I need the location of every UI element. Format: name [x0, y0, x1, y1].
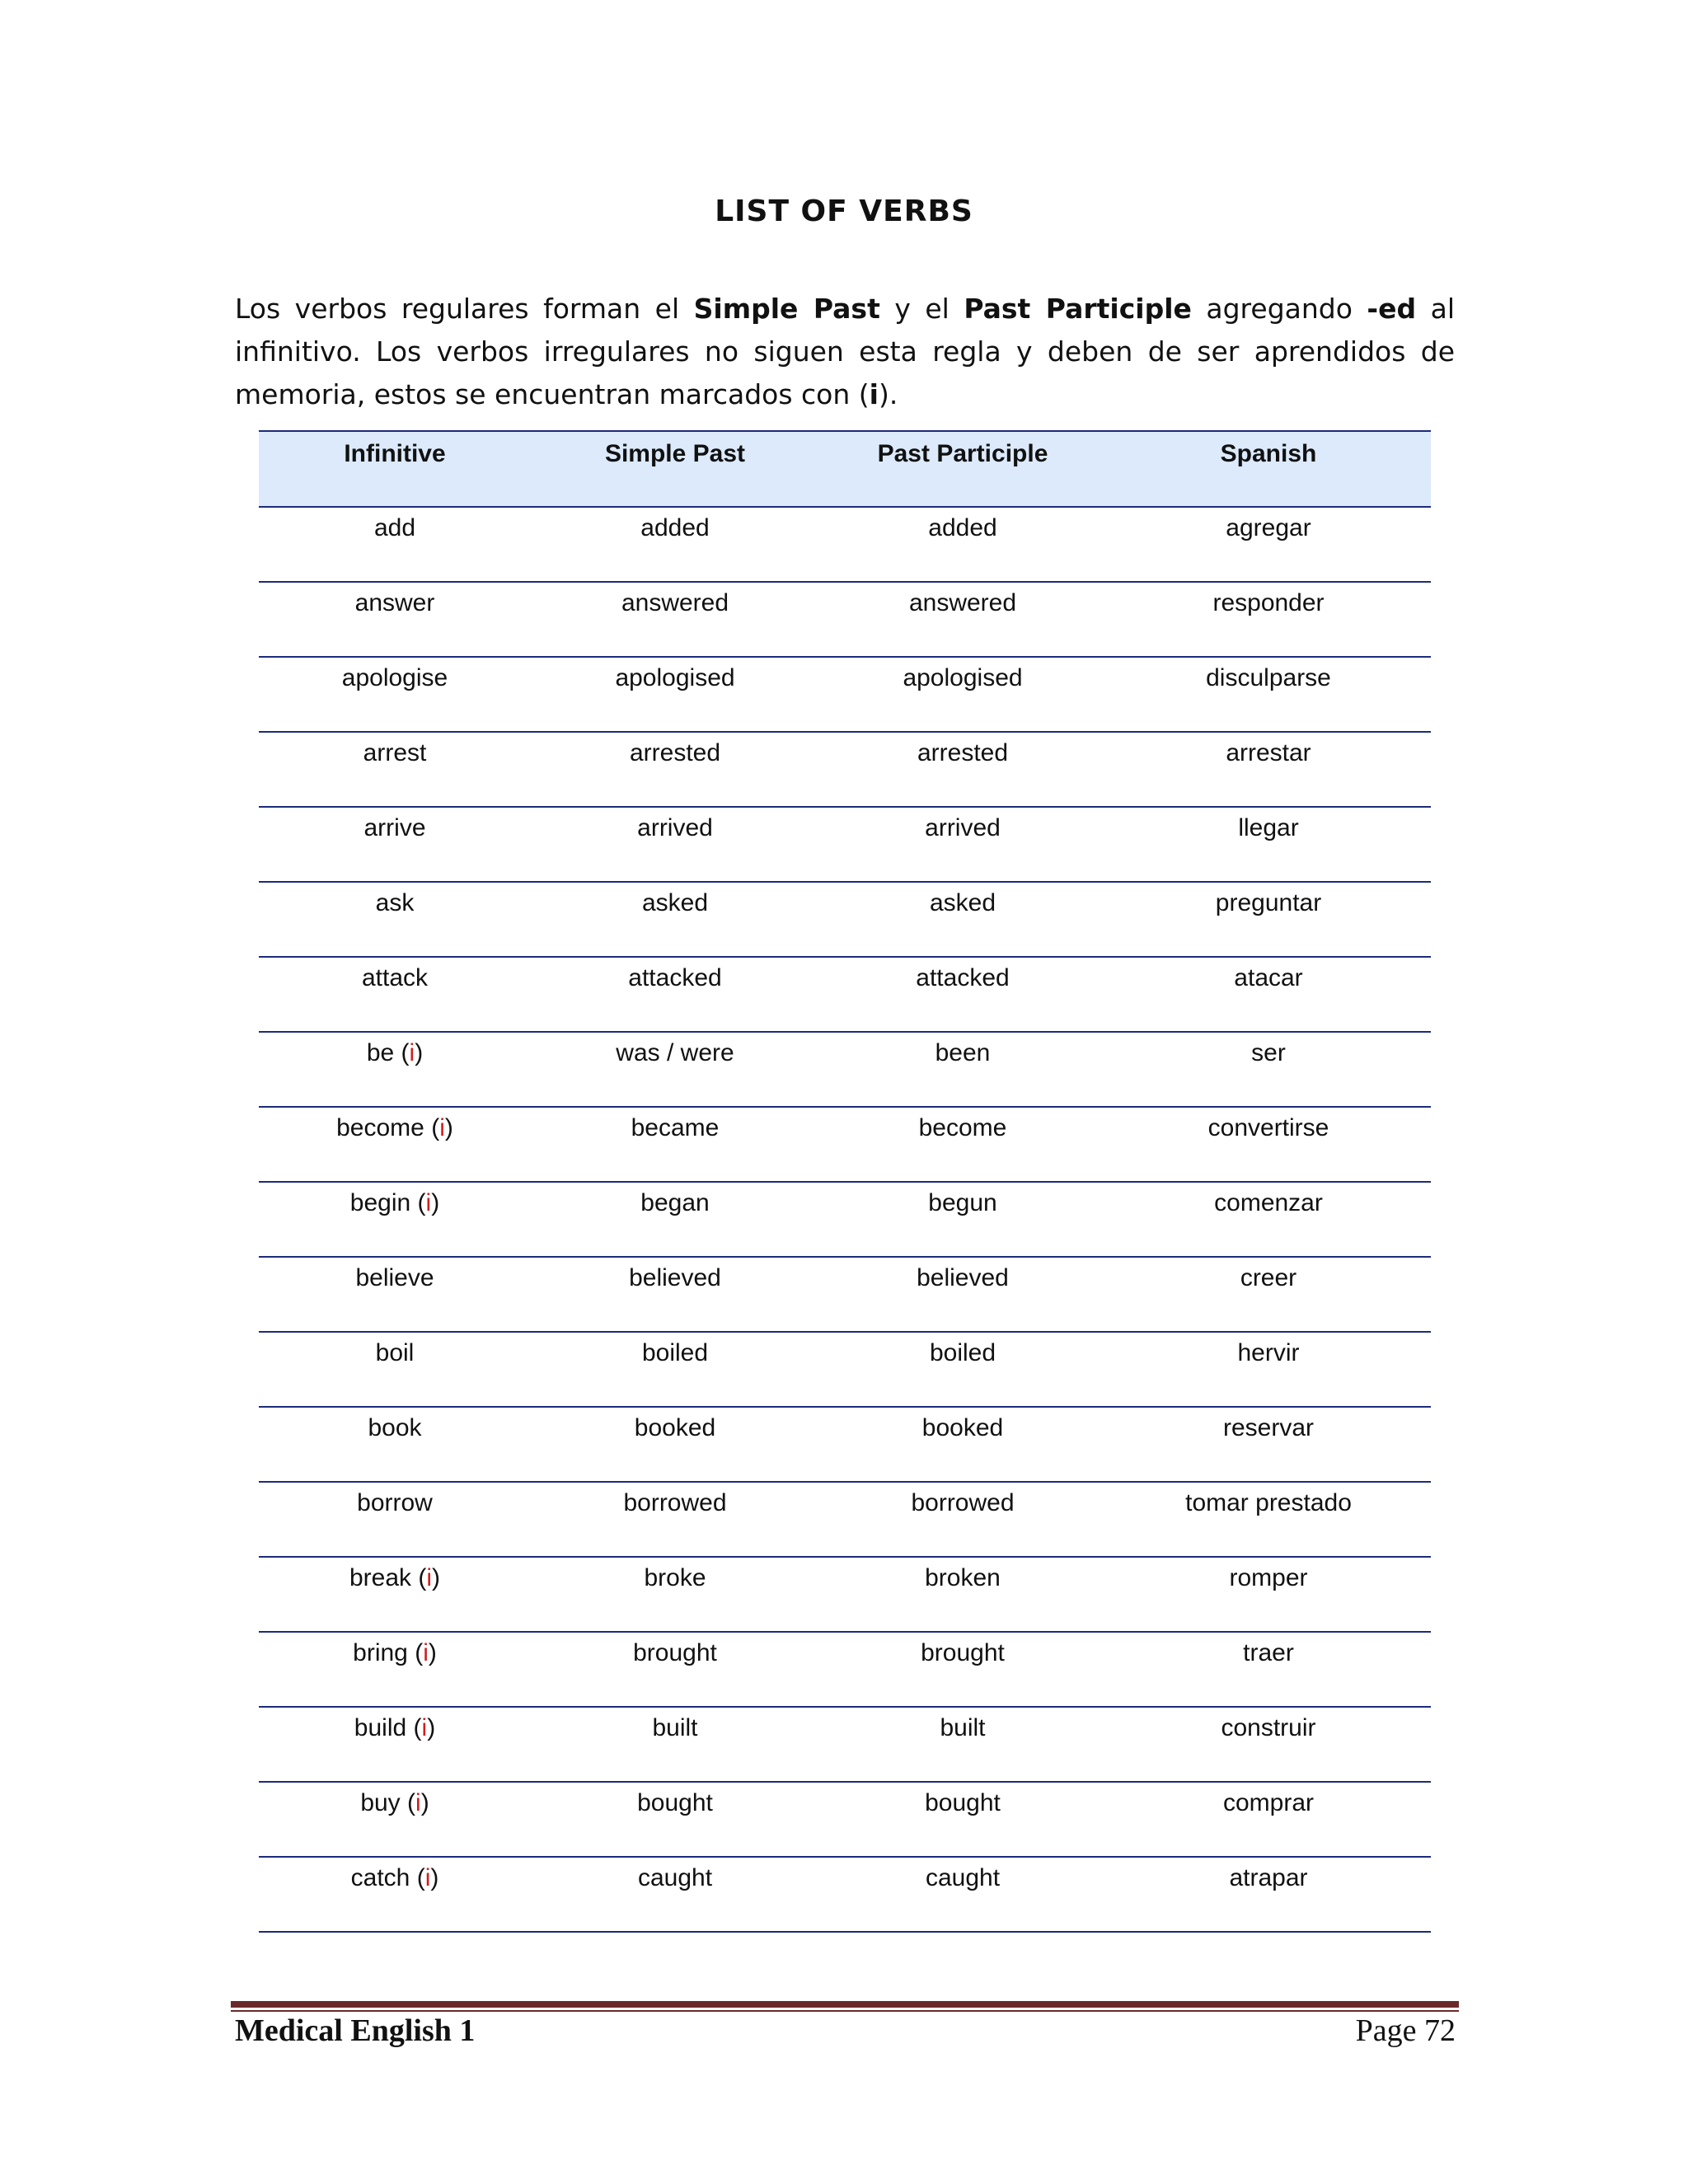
- infinitive-word: be: [366, 1039, 395, 1066]
- cell-past-participle: answered: [819, 582, 1106, 657]
- cell-simple-past: booked: [531, 1407, 819, 1482]
- intro-text-2: y el: [879, 293, 964, 325]
- infinitive-word: arrive: [363, 814, 426, 841]
- header-past-participle: Past Participle: [819, 431, 1106, 507]
- table-row: [259, 1557, 1431, 1632]
- cell-past-participle: become: [819, 1107, 1106, 1182]
- cell-infinitive: build (i): [259, 1707, 531, 1782]
- cell-simple-past: added: [531, 507, 819, 582]
- table-body: [259, 507, 1431, 1932]
- infinitive-word: add: [373, 514, 416, 541]
- infinitive-word: become: [336, 1114, 424, 1141]
- cell-infinitive: [259, 1407, 531, 1482]
- cell-infinitive: [259, 957, 531, 1032]
- cell-simple-past: caught: [531, 1857, 819, 1932]
- cell-spanish: responder: [1106, 582, 1431, 657]
- cell-simple-past: built: [531, 1707, 819, 1782]
- cell-spanish: comenzar: [1106, 1182, 1431, 1257]
- cell-infinitive: [259, 582, 531, 657]
- cell-past-participle: bought: [819, 1782, 1106, 1857]
- table-row: [259, 657, 1431, 732]
- cell-past-participle: asked: [819, 882, 1106, 957]
- cell-past-participle: booked: [819, 1407, 1106, 1482]
- cell-infinitive: [259, 507, 531, 582]
- cell-infinitive: catch (i): [259, 1857, 531, 1932]
- cell-past-participle: been: [819, 1032, 1106, 1107]
- cell-infinitive: bring (i): [259, 1632, 531, 1707]
- cell-simple-past: answered: [531, 582, 819, 657]
- infinitive-word: apologise: [341, 664, 448, 691]
- cell-simple-past: arrested: [531, 732, 819, 807]
- cell-spanish: convertirse: [1106, 1107, 1431, 1182]
- cell-infinitive: buy (i): [259, 1782, 531, 1857]
- infinitive-word: break: [349, 1564, 412, 1591]
- cell-simple-past: brought: [531, 1632, 819, 1707]
- cell-past-participle: attacked: [819, 957, 1106, 1032]
- table-row: [259, 1632, 1431, 1707]
- cell-infinitive: [259, 732, 531, 807]
- header-spanish: Spanish: [1106, 431, 1431, 507]
- table-row: [259, 1107, 1431, 1182]
- table-row: [259, 1032, 1431, 1107]
- cell-spanish: reservar: [1106, 1407, 1431, 1482]
- cell-past-participle: caught: [819, 1857, 1106, 1932]
- cell-spanish: hervir: [1106, 1332, 1431, 1407]
- infinitive-word: ask: [375, 889, 415, 916]
- infinitive-word: arrest: [363, 739, 427, 766]
- cell-spanish: arrestar: [1106, 732, 1431, 807]
- cell-simple-past: became: [531, 1107, 819, 1182]
- cell-past-participle: added: [819, 507, 1106, 582]
- irregular-mark: i: [409, 1039, 415, 1066]
- table-row: [259, 1707, 1431, 1782]
- intro-text-3: agregando: [1191, 293, 1367, 325]
- cell-past-participle: arrived: [819, 807, 1106, 882]
- cell-spanish: agregar: [1106, 507, 1431, 582]
- footer-page-number: Page 72: [1355, 2013, 1456, 2048]
- table-row: [259, 732, 1431, 807]
- cell-spanish: disculparse: [1106, 657, 1431, 732]
- table-row: [259, 1257, 1431, 1332]
- cell-past-participle: borrowed: [819, 1482, 1106, 1557]
- table-row: [259, 1332, 1431, 1407]
- cell-simple-past: borrowed: [531, 1482, 819, 1557]
- cell-past-participle: arrested: [819, 732, 1106, 807]
- infinitive-word: bring: [353, 1639, 408, 1666]
- cell-spanish: tomar prestado: [1106, 1482, 1431, 1557]
- cell-infinitive: become (i): [259, 1107, 531, 1182]
- intro-bold-ed: -ed: [1367, 293, 1417, 325]
- cell-past-participle: apologised: [819, 657, 1106, 732]
- cell-simple-past: believed: [531, 1257, 819, 1332]
- infinitive-word: begin: [349, 1189, 411, 1216]
- infinitive-word: borrow: [357, 1489, 433, 1516]
- irregular-mark: i: [425, 1189, 432, 1216]
- footer-divider-thin: [231, 2010, 1459, 2012]
- infinitive-word: boil: [375, 1339, 415, 1366]
- cell-past-participle: believed: [819, 1257, 1106, 1332]
- cell-spanish: creer: [1106, 1257, 1431, 1332]
- cell-past-participle: built: [819, 1707, 1106, 1782]
- intro-text-5: ).: [878, 378, 898, 410]
- table-row: [259, 582, 1431, 657]
- cell-simple-past: attacked: [531, 957, 819, 1032]
- cell-spanish: atacar: [1106, 957, 1431, 1032]
- cell-infinitive: [259, 1332, 531, 1407]
- infinitive-word: book: [368, 1414, 422, 1441]
- intro-bold-i: i: [869, 378, 879, 410]
- intro-paragraph: [235, 288, 1455, 416]
- irregular-mark: i: [439, 1114, 445, 1141]
- cell-infinitive: [259, 882, 531, 957]
- infinitive-word: build: [354, 1714, 407, 1741]
- irregular-mark: i: [424, 1864, 431, 1891]
- page-title: LIST OF VERBS: [715, 194, 973, 228]
- table-row: [259, 882, 1431, 957]
- cell-simple-past: was / were: [531, 1032, 819, 1107]
- cell-past-participle: brought: [819, 1632, 1106, 1707]
- cell-infinitive: [259, 807, 531, 882]
- cell-infinitive: [259, 657, 531, 732]
- cell-simple-past: apologised: [531, 657, 819, 732]
- cell-simple-past: asked: [531, 882, 819, 957]
- table-row: [259, 1482, 1431, 1557]
- infinitive-word: believe: [355, 1264, 434, 1291]
- infinitive-word: answer: [354, 589, 435, 616]
- cell-infinitive: be (i): [259, 1032, 531, 1107]
- intro-text-1: Los verbos regulares forman el: [235, 293, 694, 325]
- cell-past-participle: begun: [819, 1182, 1106, 1257]
- header-simple-past: Simple Past: [531, 431, 819, 507]
- verbs-table: [259, 430, 1431, 1933]
- cell-simple-past: broke: [531, 1557, 819, 1632]
- cell-past-participle: boiled: [819, 1332, 1106, 1407]
- cell-infinitive: begin (i): [259, 1182, 531, 1257]
- infinitive-word: attack: [361, 964, 429, 991]
- table-header-row: [259, 431, 1431, 507]
- cell-infinitive: [259, 1257, 531, 1332]
- header-infinitive: Infinitive: [259, 431, 531, 507]
- table-row: [259, 957, 1431, 1032]
- cell-spanish: construir: [1106, 1707, 1431, 1782]
- cell-infinitive: [259, 1482, 531, 1557]
- cell-spanish: comprar: [1106, 1782, 1431, 1857]
- irregular-mark: i: [423, 1639, 429, 1666]
- cell-past-participle: broken: [819, 1557, 1106, 1632]
- irregular-mark: i: [421, 1714, 428, 1741]
- footer-divider: [231, 2001, 1459, 2008]
- irregular-mark: i: [415, 1789, 421, 1816]
- intro-bold-simple-past: Simple Past: [693, 293, 880, 325]
- table-row: [259, 1407, 1431, 1482]
- infinitive-word: catch: [350, 1864, 410, 1891]
- cell-simple-past: arrived: [531, 807, 819, 882]
- table-row: [259, 507, 1431, 582]
- intro-text-4: al infinitivo. Los verbos irregulares no siguen esta regla y deben de ser aprendidos de memoria, estos se encuentran marcados con (: [235, 293, 1455, 410]
- cell-spanish: atrapar: [1106, 1857, 1431, 1932]
- table-row: [259, 1857, 1431, 1932]
- cell-infinitive: break (i): [259, 1557, 531, 1632]
- table-row: [259, 1182, 1431, 1257]
- cell-spanish: preguntar: [1106, 882, 1431, 957]
- infinitive-word: buy: [360, 1789, 401, 1816]
- cell-spanish: traer: [1106, 1632, 1431, 1707]
- table-row: [259, 807, 1431, 882]
- cell-simple-past: boiled: [531, 1332, 819, 1407]
- cell-simple-past: bought: [531, 1782, 819, 1857]
- footer-book-title: Medical English 1: [235, 2013, 476, 2048]
- cell-spanish: romper: [1106, 1557, 1431, 1632]
- intro-bold-past-participle: Past Participle: [964, 293, 1192, 325]
- irregular-mark: i: [426, 1564, 433, 1591]
- cell-spanish: ser: [1106, 1032, 1431, 1107]
- cell-simple-past: began: [531, 1182, 819, 1257]
- table-row: [259, 1782, 1431, 1857]
- cell-spanish: llegar: [1106, 807, 1431, 882]
